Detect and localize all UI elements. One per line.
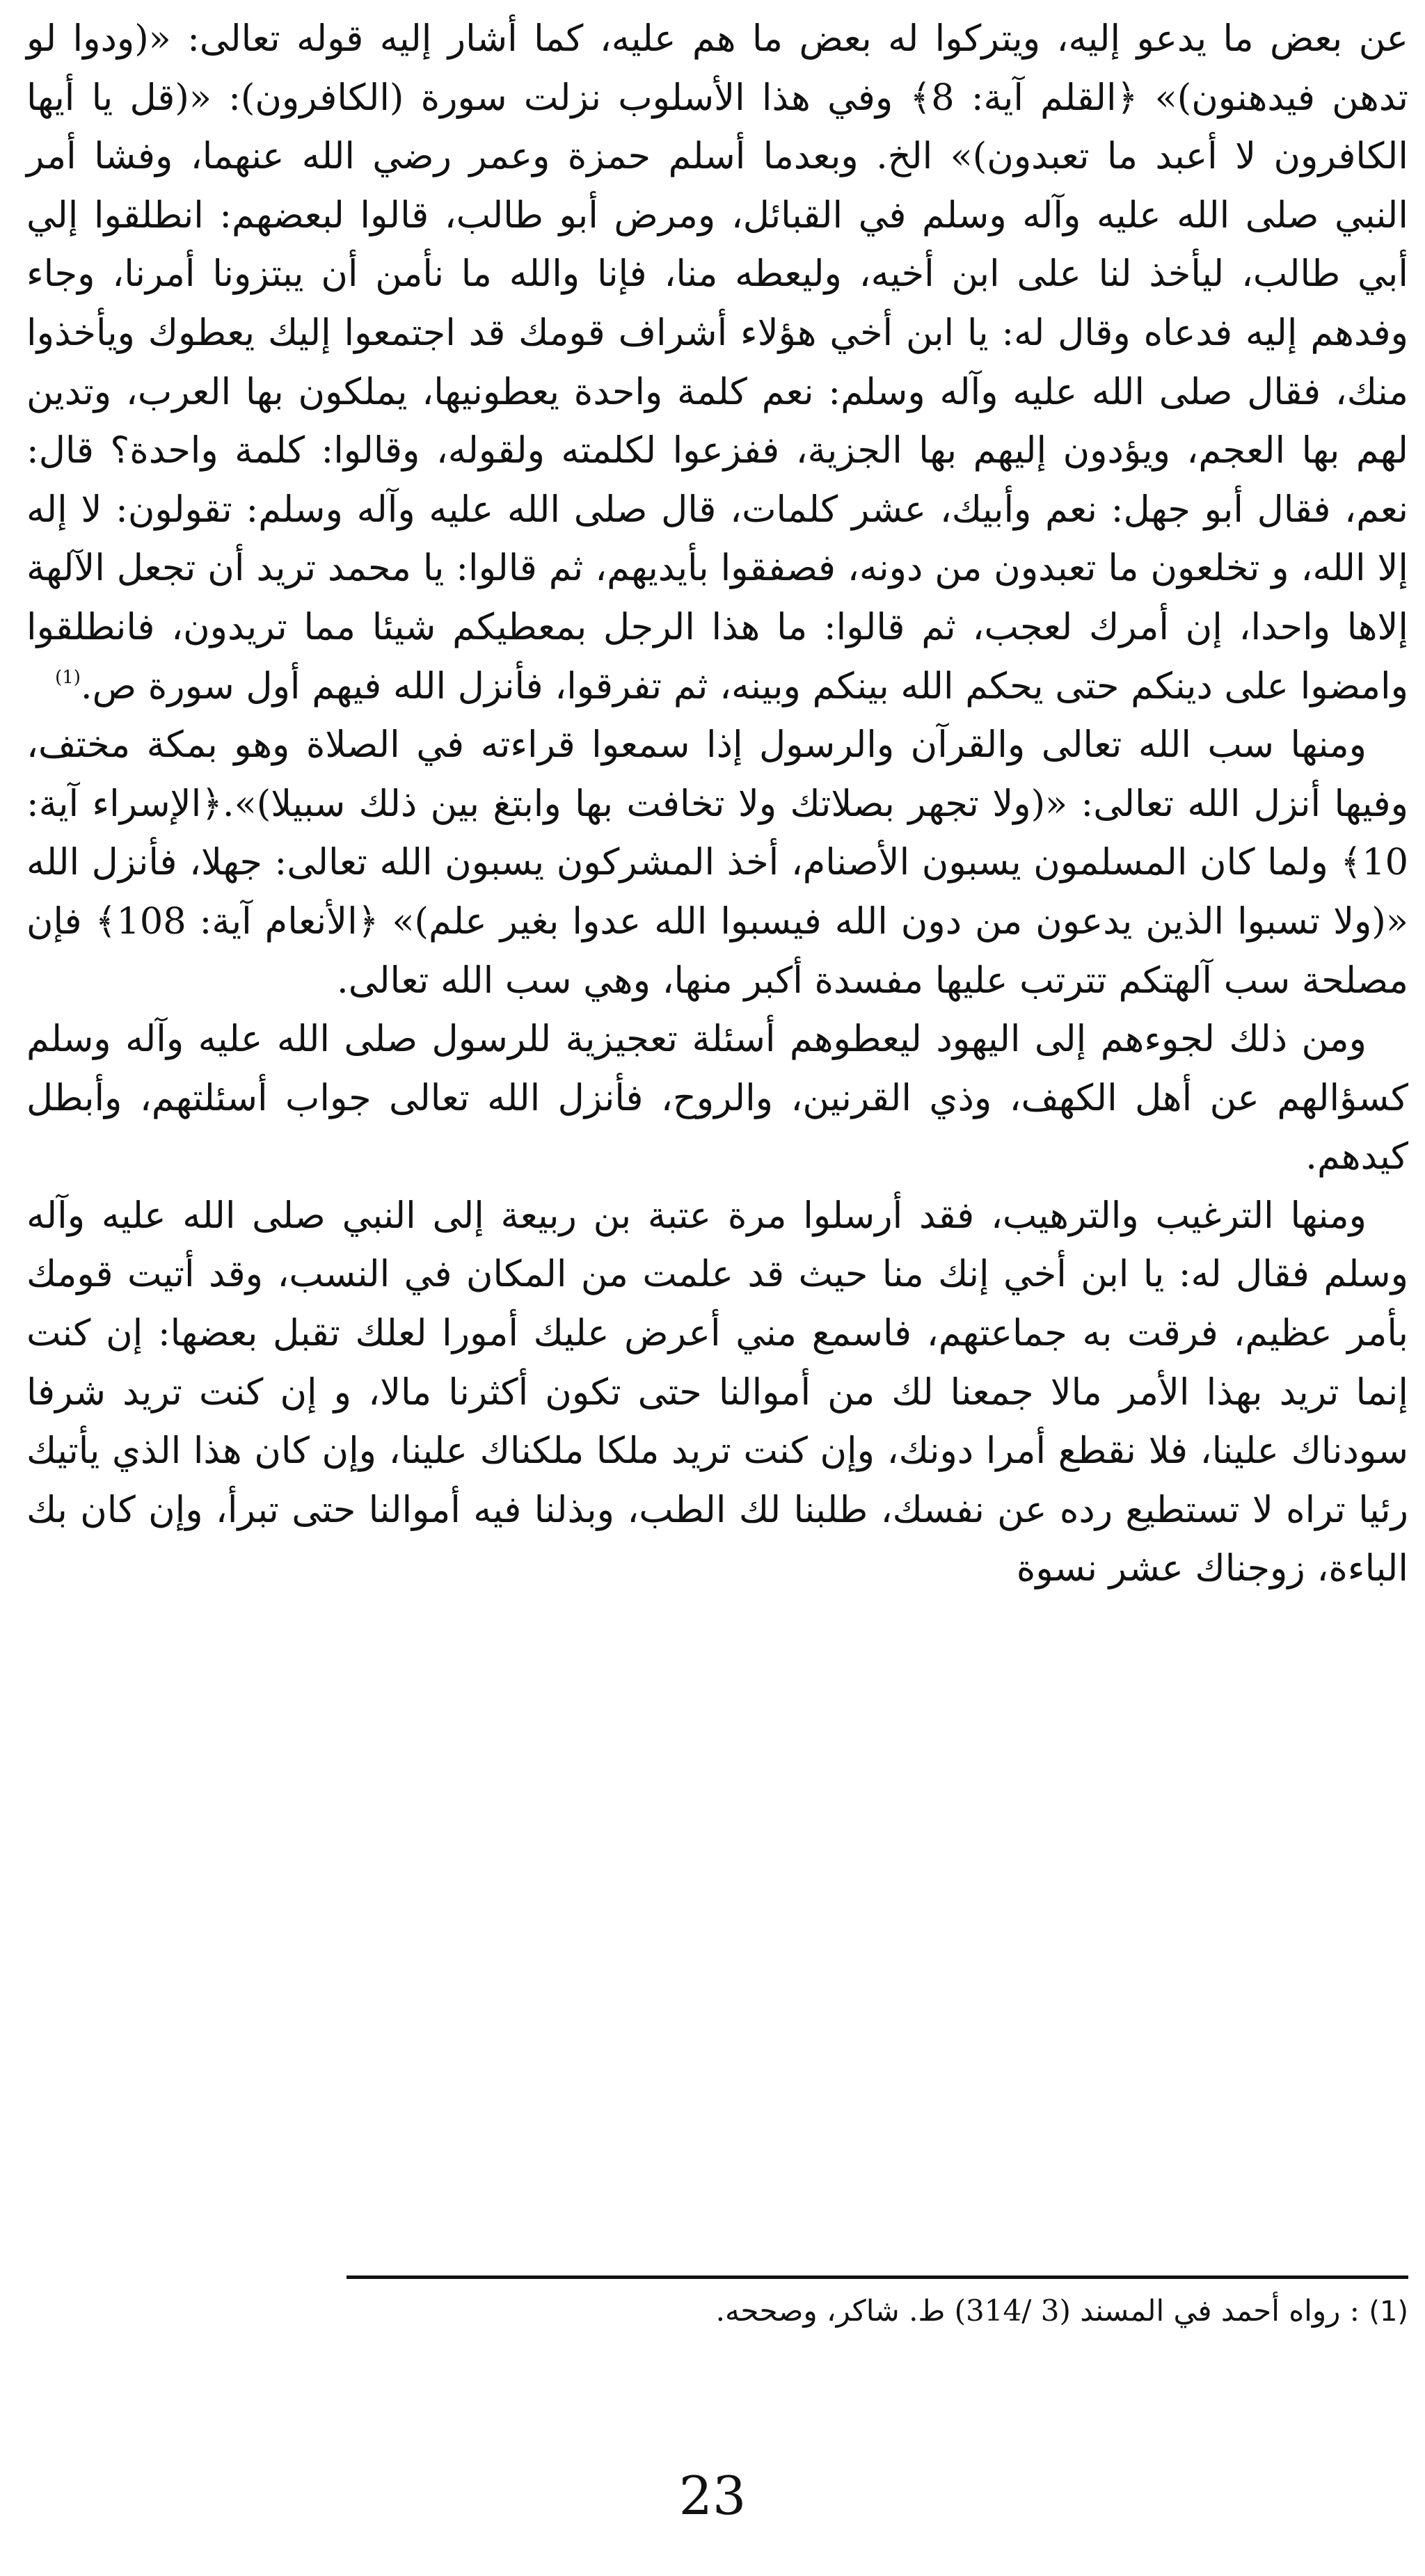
page-number: 23 [678,2465,747,2527]
paragraph-1 [26,10,1408,716]
footnote [26,2290,1408,2333]
paragraph-2: ومنها سب الله تعالى والقرآن والرسول إذا سمعوا قراءته في الصلاة وهو بمكة مختف، وفيها أنزل الله تعالى: «(ولا تجهر بصلاتك ولا تخافت بها وابتغ بين ذلك سبيلا)».﴿الإسراء آية: 10﴾ ولما كان المسلمون يسبون الأصنام، أخذ المشركون يسبون الله تعالى: جهلا، فأنزل الله «(ولا تسبوا الذين يدعون من دون الله فيسبوا الله عدوا بغير علم)» ﴿الأنعام آية: 108﴾ فإن مصلحة سب آلهتكم تترتب عليها مفسدة أكبر منها، وهي سب الله تعالى. [26,723,1408,1002]
paragraph-3: ومن ذلك لجوءهم إلى اليهود ليعطوهم أسئلة تعجيزية للرسول صلى الله عليه وآله وسلم كسؤالهم عن أهل الكهف، وذي القرنين، والروح، فأنزل الله تعالى جواب أسئلتهم، وأبطل كيدهم. [26,1018,1408,1178]
main-text [26,10,1408,1599]
footnote-text: : رواه أحمد في المسند (3 /314) ط. شاكر، وصححه. [715,2294,1360,2328]
paragraph-1-text: عن بعض ما يدعو إليه، ويتركوا له بعض ما هم عليه، كما أشار إليه قوله تعالى: «(ودوا لو تدهن فيدهنون)» ﴿القلم آية: 8﴾ وفي هذا الأسلوب نزلت سورة (الكافرون): «(قل يا أيها الكافرون لا أعبد ما تعبدون)» الخ. وبعدما أسلم حمزة وعمر رضي الله عنهما، وفشا أمر النبي صلى الله عليه وآله وسلم في القبائل، ومرض أبو طالب، قالوا لبعضهم: انطلقوا إلي أبي طالب، ليأخذ لنا على ابن أخيه، وليعطه منا، فإنا والله ما نأمن أن يبتزونا أمرنا، وجاء وفدهم إليه فدعاه وقال له: يا ابن أخي هؤلاء أشراف قومك قد اجتمعوا إليك يعطوك ويأخذوا منك، فقال صلى الله عليه وآله وسلم: نعم كلمة واحدة يعطونيها، يملكون بها العرب، وتدين لهم بها العجم، ويؤدون إليهم بها الجزية، ففزعوا لكلمته ولقوله، وقالوا: كلمة واحدة؟ قال: نعم، فقال أبو جهل: نعم وأبيك، عشر كلمات، قال صلى الله عليه وآله وسلم: تقولون: لا إله إلا الله، و تخلعون ما تعبدون من دونه، فصفقوا بأيديهم، ثم قالوا: يا محمد تريد أن تجعل الآلهة إلاها واحدا، إن أمرك لعجب، ثم قالوا: ما هذا الرجل بمعطيكم شيئا مما تريدون، فانطلقوا وامضوا على دينكم حتى يحكم الله بينكم وبينه، ثم تفرقوا، فأنزل الله فيهم أول سورة ص. [26,17,1408,707]
footnote-separator [347,2275,1408,2279]
footnote-number: (1) [1369,2296,1408,2328]
paragraph-4: ومنها الترغيب والترهيب، فقد أرسلوا مرة عتبة بن ربيعة إلى النبي صلى الله عليه وآله وسلم فقال له: يا ابن أخي إنك منا حيث قد علمت من المكان في النسب، وقد أتيت قومك بأمر عظيم، فرقت به جماعتهم، فاسمع مني أعرض عليك أمورا لعلك تقبل بعضها: إن كنت إنما تريد بهذا الأمر مالا جمعنا لك من أموالنا حتى تكون أكثرنا مالا، و إن كنت تريد شرفا سودناك علينا، فلا نقطع أمرا دونك، وإن كنت تريد ملكا ملكناك علينا، وإن كان هذا الذي يأتيك رئيا تراه لا تستطيع رده عن نفسك، طلبنا لك الطب، وبذلنا فيه أموالنا حتى تبرأ، وإن كان بك الباءة، زوجناك عشر نسوة [26,1194,1408,1590]
footnote-reference: (1) [55,666,81,688]
